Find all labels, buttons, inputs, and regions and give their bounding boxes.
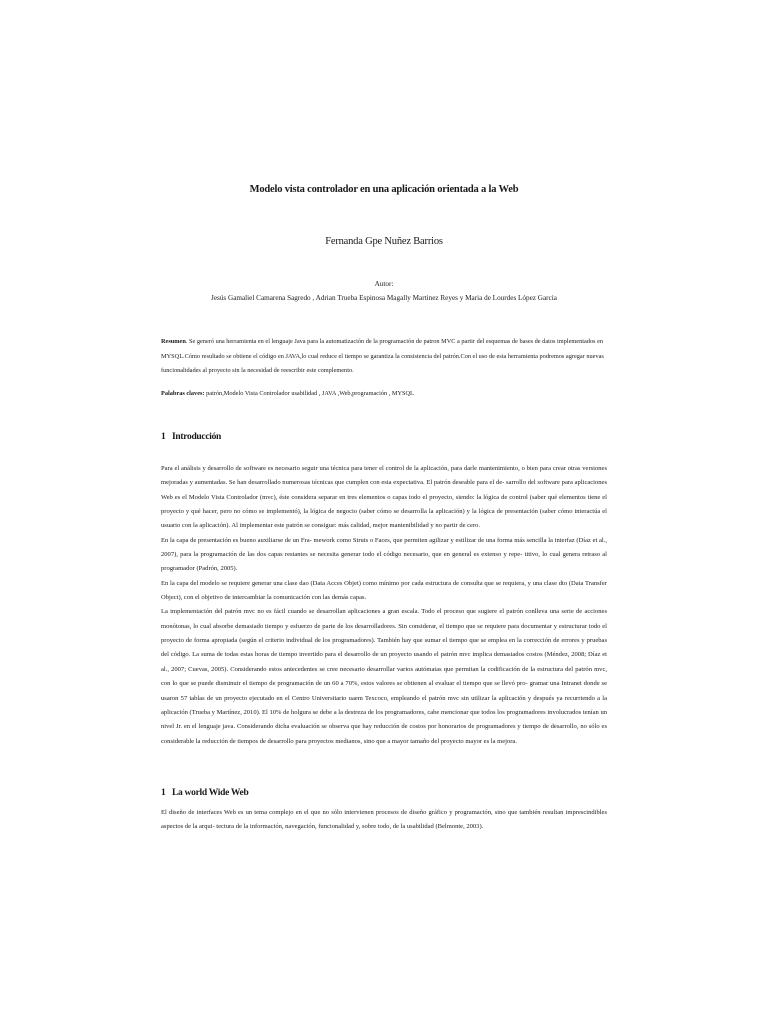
section-number: 1 [161, 432, 166, 442]
paragraph: Para el análisis y desarrollo de software es necesario seguir una técnica para tener el control de la aplicación, para darle mantenimiento, o bien para crear otras versiones mejoradas y aumentadas. Se han desarrollado numerosas técnicas que cumplen con esta expectativa. El patrón deseable para el de- sarrollo del software para aplicaciones Web es el Modelo Vista Controlador (mvc), éste considera separar en tres elementos o capas todo el proyecto, siendo: la lógica de control (saber qué elementos tiene el proyecto y qué hacer, pero no cómo se implementó), la lógica de negocio (saber cómo se desarrolla la aplicación) y la lógica de presentación (saber cómo interactúa el usuario con la aplicación). Al implementar este patrón se consigue: más calidad, mejor mantenibilidad y no partir de cero. [161, 465, 607, 530]
keywords-label: Palabras claves: [161, 390, 205, 397]
paragraph: En la capa del modelo se requiere generar una clase dao (Data Acces Objet) como mínimo por cada estructura de consulta que se requiera, y una clase dto (Data Transfer Object), con el objetivo de intercambiar la comunicación con las demás capas. [161, 579, 607, 602]
paper-author: Fernanda Gpe Nuñez Barrios [325, 236, 443, 247]
paragraph: En la capa de presentación es bueno auxiliarse de un Fra- mework como Struts o Faces, que permiten agilizar y estilizar de una forma más sencilla la interfaz (Díaz et al., 2007), para la programación de las dos capas restantes se necesita generar todo el código necesario, que en general es extenso y repe- titivo, lo cual genera retraso al programador (Padrón, 2005). [161, 536, 607, 573]
section-title: Introducción [172, 432, 222, 442]
section-title: La world Wide Web [172, 788, 249, 798]
coauthors-list: Jesús Gamaliel Camarena Sagredo , Adrian Trueba Espinosa Magally Martinez Reyes y Maria de Lourdes López Garcia [211, 294, 557, 302]
paragraph: El diseño de interfaces Web es un tema complejo en el que no sólo intervienen procesos de diseño gráfico y programación, sino que también resultan imprescindibles aspectos de la arqui- tectura de la información, navegación, funcionalidad y, sobre todo, de la usabilidad (Belmonte, 2003). [161, 809, 607, 831]
section-heading-world-wide-web [161, 788, 248, 798]
paragraph: La implementación del patrón mvc no es fácil cuando se desarrollan aplicaciones a gran escala. Todo el proceso que sugiere el patrón conlleva una serie de acciones monótonas, lo cual absorbe demasiado tiempo y esfuerzo de parte de los desarrolladores. Sin considerar, el tiempo que se requiere para documentar y estructurar todo el proyecto de forma apropiada (según el criterio individual de los programadores). También hay que sumar el tiempo que se emplea en la corrección de errores y pruebas del código. La suma de todas estas horas de tiempo invertido para el desarrollo de un proyecto usando el patrón mvc implica demasiados costos (Méndez, 2008; Díaz et al., 2007; Cuevas, 2005). Considerando estos antecedentes se cree necesario desarrollar varios autómatas que permitan la codificación de la estructura del patrón mvc, con lo que se puede disminuir el tiempo de programación de un 60 a 70%, estos valores se obtienen al evaluar el tiempo que se llevó pro- gramar una Intranet donde se usaron 57 tablas de un proyecto ejecutado en el Centro Universitario uaem Texcoco, empleando el patrón mvc sin utilizar la aplicación y después ya recurriendo a la aplicación (Trueba y Martínez, 2010). El 10% de holgura se debe a la destreza de los programadores, cabe mencionar que todos los programadores involucrados tenían un nivel Jr. en el lenguaje java. Considerando dicha evaluación se observa que hay reducción de costos por honorarios de programadores y tiempo de desarrollo, no sólo es considerable la reducción de tiempos de desarrollo para proyectos medianos, sino que a mayor tamaño del proyecto mayor es la mejora. [161, 608, 607, 745]
abstract [161, 335, 610, 379]
introduction-body [161, 462, 607, 749]
section-number: 1 [161, 788, 166, 798]
abstract-label: Resumen [161, 338, 186, 345]
section-heading-introduccion [161, 432, 221, 442]
web-section-body [161, 806, 607, 835]
keywords [161, 389, 610, 399]
paper-title: Modelo vista controlador en una aplicación orientada a la Web [249, 184, 519, 195]
abstract-text: . Se generó una herramienta en el lenguaje Java para la automatización de la programación de patron MVC a partir del esquemas de bases de datos implementados en MYSQL.Cómo resultado se obtiene el código en JAVA,lo cual reduce el tiempo se garantiza la consistencia del patrón.Con el uso de esta herramienta podremos agregar nuevas funcionalidades al proyecto sin la necesidad de reescribir este complemento. [161, 338, 604, 375]
author-label: Autor: [374, 280, 394, 288]
keywords-text: patrón,Modelo Vista Controlador usabilidad , JAVA ,Web,programación , MYSQL [204, 390, 414, 397]
